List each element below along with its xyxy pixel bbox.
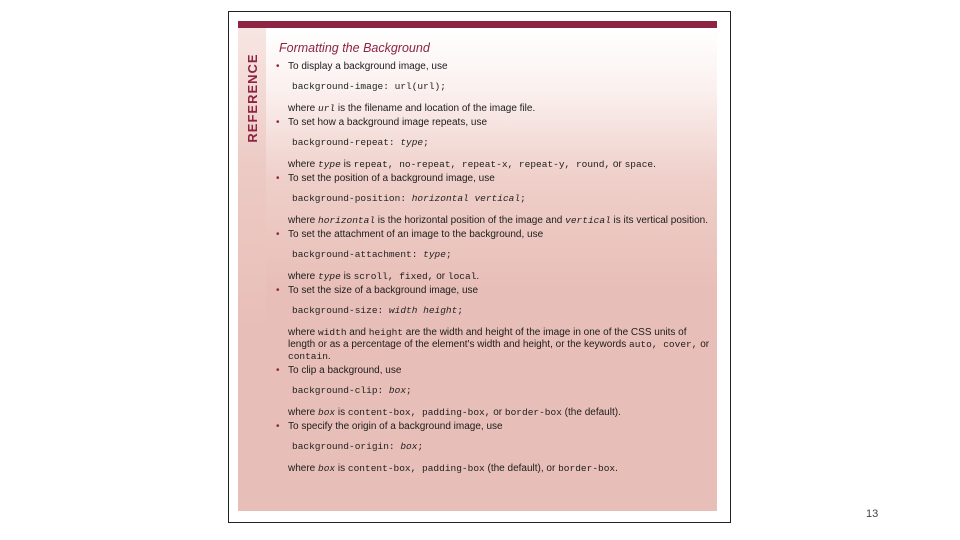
text: where [288,463,319,474]
keywords: scroll, fixed, [353,271,434,282]
text: (the default). [561,407,621,418]
item-description [276,327,716,363]
item-description [276,159,716,171]
code-argument: url [417,81,435,92]
code-line [276,193,716,205]
text: or [697,339,710,350]
reference-panel [238,21,717,511]
code-argument: type [423,249,446,260]
keywords: content-box, padding-box [347,463,485,474]
code-end: ); [434,81,446,92]
code-property: background-image: url( [292,81,418,92]
text: where [288,159,319,170]
code-end: ; [457,305,464,316]
variable: box [318,463,336,474]
code-property: background-repeat: [292,137,401,148]
code-line [276,305,716,317]
code-property: background-clip: [292,385,389,396]
page-number: 13 [866,508,879,520]
text: is [340,271,354,282]
text: or [610,159,625,170]
code-property: background-position: [292,193,412,204]
code-end: ; [423,137,429,148]
variable: type [318,159,341,170]
code-end: ; [520,193,526,204]
code-line [276,137,716,149]
item-description [276,407,716,419]
keyword: local [447,271,477,282]
keyword: border-box [504,407,562,418]
text: is its vertical position. [610,215,709,226]
variable: box [318,407,336,418]
code-line [276,81,716,93]
list-item [276,173,716,227]
bullet-icon: • [276,229,280,240]
text: is the horizontal position of the image and [375,215,566,226]
text: . [476,271,480,282]
text: (the default), or [484,463,559,474]
keyword: space [624,159,654,170]
list-item [276,365,716,419]
list-item [276,117,716,171]
code-property: background-origin: [292,441,401,452]
item-intro: To specify the origin of a background image, use [288,421,503,432]
item-description [276,215,716,227]
item-intro: To set the position of a background image, use [288,173,495,184]
variable: width [318,327,347,338]
code-line [276,249,716,261]
text: is [335,463,348,474]
code-end: ; [417,441,424,452]
keyword: border-box [558,463,616,474]
bullet-icon: • [276,365,280,376]
reference-content [276,41,716,477]
text: . [653,159,656,170]
bullet-icon: • [276,61,280,72]
code-argument: box [400,441,418,452]
item-intro: To display a background image, use [288,61,448,72]
text: is the filename and location of the image file. [335,103,536,114]
list-item [276,61,716,115]
bullet-icon: • [276,173,280,184]
code-argument: box [388,385,407,396]
keywords: content-box, padding-box, [347,407,491,418]
text: is [335,407,348,418]
item-description [276,463,716,475]
item-intro: To set the attachment of an image to the background, use [288,229,544,240]
item-intro: To set the size of a background image, use [288,285,479,296]
keywords: repeat, no-repeat, repeat-x, repeat-y, round, [353,159,611,170]
code-argument: type [400,137,424,148]
text: are the width and height of the image in one of the CSS units of length or as a percentage of the element's width and height, or the keywords [288,327,687,350]
code-end: ; [406,385,412,396]
list-item [276,421,716,475]
text: where [288,271,319,282]
code-end: ; [445,249,452,260]
variable: url [318,103,336,114]
text: where [288,407,319,418]
code-argument: horizontal vertical [411,193,521,204]
variable: vertical [565,215,611,226]
code-property: background-attachment: [292,249,424,260]
item-intro: To set how a background image repeats, use [288,117,488,128]
variable: horizontal [318,215,376,226]
text: where [288,103,319,114]
variable: height [368,327,403,338]
text: or [490,407,505,418]
list-item [276,229,716,283]
text: and [346,327,369,338]
text: or [433,271,448,282]
item-description [276,103,716,115]
bullet-icon: • [276,117,280,128]
item-intro: To clip a background, use [288,365,402,376]
code-argument: width height [388,305,458,316]
reference-sidebar [238,28,266,511]
item-description [276,271,716,283]
bullet-icon: • [276,421,280,432]
text: is [340,159,354,170]
text: . [327,351,331,362]
code-property: background-size: [292,305,389,316]
keyword: contain [288,351,328,362]
variable: type [318,271,341,282]
reference-label: REFERENCE [245,53,260,143]
keywords: auto, cover, [629,339,698,350]
text: where [288,215,319,226]
code-line [276,385,716,397]
list-item [276,285,716,363]
reference-title: Formatting the Background [279,41,430,55]
code-line [276,441,716,453]
bullet-icon: • [276,285,280,296]
text: . [615,463,618,474]
text: where [288,327,319,338]
reference-figure [228,11,731,523]
